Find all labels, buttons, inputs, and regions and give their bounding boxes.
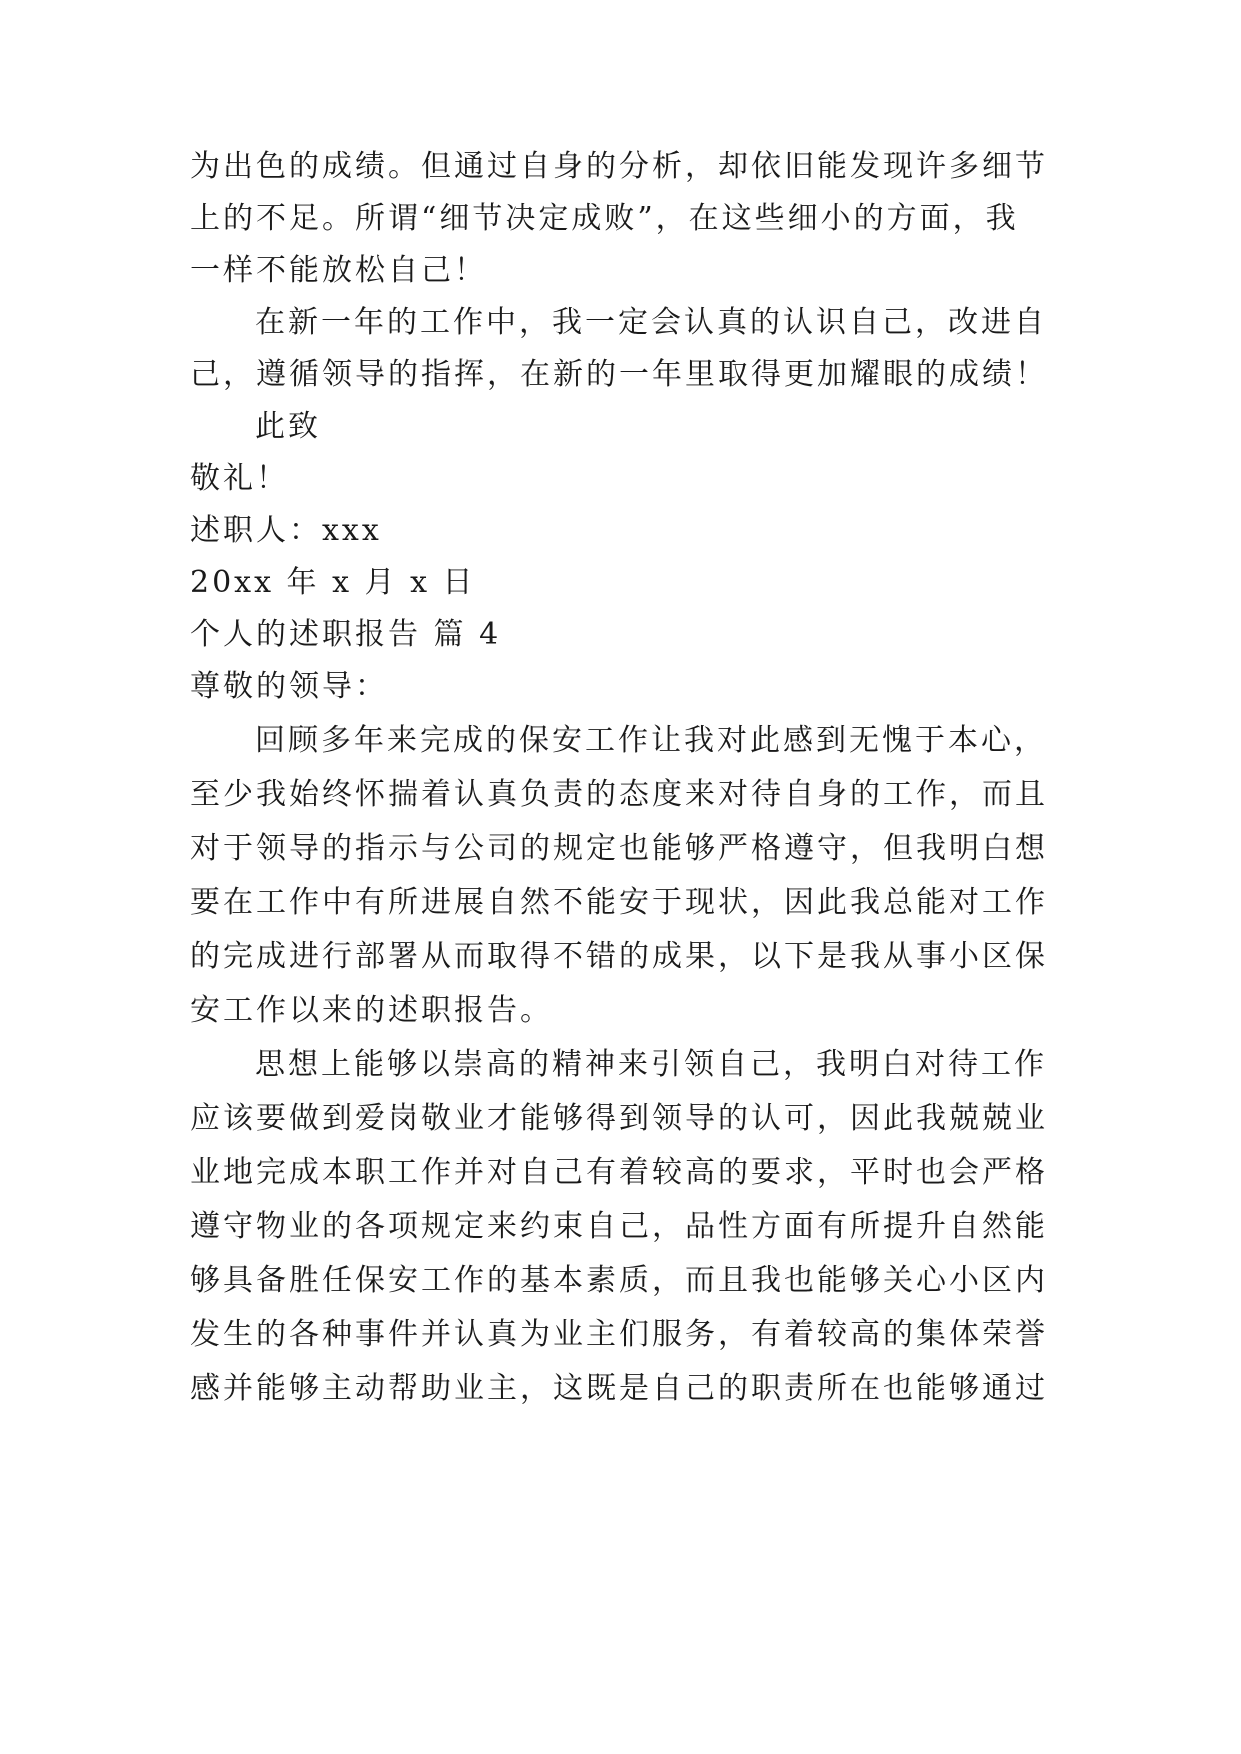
text-line: 上的不足。所谓“细节决定成败”，在这些细小的方面，我 bbox=[190, 201, 1019, 236]
greeting: 尊敬的领导： bbox=[190, 669, 388, 704]
text-line: 回顾多年来完成的保安工作让我对此感到无愧于本心， bbox=[255, 723, 1047, 758]
closing-regards: 敬礼！ bbox=[190, 461, 289, 496]
text-line: 己，遵循领导的指挥，在新的一年里取得更加耀眼的成绩！ bbox=[190, 357, 1048, 392]
text-line: 在新一年的工作中，我一定会认真的认识自己，改进自 bbox=[255, 305, 1047, 340]
report-date: 20xx 年 x 月 x 日 bbox=[190, 565, 476, 600]
text-line: 思想上能够以崇高的精神来引领自己，我明白对待工作 bbox=[255, 1047, 1047, 1082]
section-title: 个人的述职报告 篇 4 bbox=[190, 617, 502, 652]
text-line: 遵守物业的各项规定来约束自己，品性方面有所提升自然能 bbox=[190, 1209, 1048, 1244]
text-line: 为出色的成绩。但通过自身的分析，却依旧能发现许多细节 bbox=[190, 149, 1048, 184]
text-line: 对于领导的指示与公司的规定也能够严格遵守，但我明白想 bbox=[190, 831, 1048, 866]
text-line: 的完成进行部署从而取得不错的成果，以下是我从事小区保 bbox=[190, 939, 1048, 974]
text-line: 要在工作中有所进展自然不能安于现状，因此我总能对工作 bbox=[190, 885, 1048, 920]
text-line: 一样不能放松自己！ bbox=[190, 253, 487, 288]
text-line: 发生的各种事件并认真为业主们服务，有着较高的集体荣誉 bbox=[190, 1317, 1048, 1352]
text-line: 感并能够主动帮助业主，这既是自己的职责所在也能够通过 bbox=[190, 1371, 1048, 1406]
text-line: 安工作以来的述职报告。 bbox=[190, 993, 553, 1028]
text-line: 业地完成本职工作并对自己有着较高的要求，平时也会严格 bbox=[190, 1155, 1048, 1190]
text-line: 够具备胜任保安工作的基本素质，而且我也能够关心小区内 bbox=[190, 1263, 1048, 1298]
text-line: 至少我始终怀揣着认真负责的态度来对待自身的工作，而且 bbox=[190, 777, 1048, 812]
closing-salutation: 此致 bbox=[255, 409, 321, 444]
reporter-name: 述职人：xxx bbox=[190, 513, 382, 548]
text-line: 应该要做到爱岗敬业才能够得到领导的认可，因此我兢兢业 bbox=[190, 1101, 1048, 1136]
